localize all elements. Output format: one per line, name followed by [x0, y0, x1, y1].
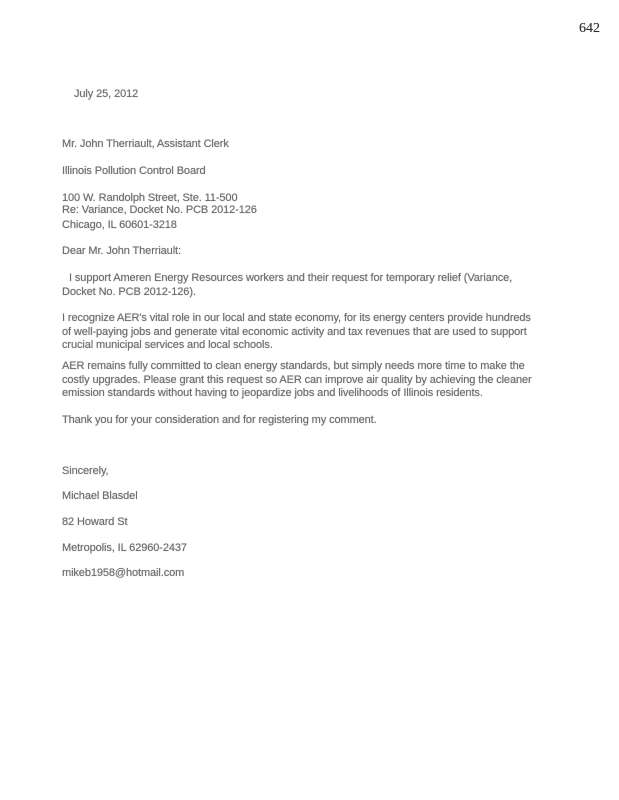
subject-line: Re: Variance, Docket No. PCB 2012-126 [62, 204, 257, 216]
body-paragraph-4: Thank you for your consideration and for registering my comment. [62, 414, 377, 426]
signature-city-zip: Metropolis, IL 62960-2437 [62, 541, 187, 554]
letter-date: July 25, 2012 [74, 88, 139, 100]
salutation: Dear Mr. John Therriault: [62, 245, 181, 257]
recipient-name-line: Mr. John Therriault, Assistant Clerk [62, 137, 229, 150]
closing-word: Sincerely, [62, 464, 109, 477]
page-number: 642 [579, 21, 600, 36]
body-paragraph-3: AER remains fully committed to clean energy standards, but simply needs more time to make the costly upgrades. Please grant this request so AER can improve air quality by achieving the cleaner emission standards without having to jeopardize jobs and livelihoods of Illinois residents. [62, 360, 532, 399]
signature-name: Michael Blasdel [62, 490, 138, 503]
body-paragraph-2: I recognize AER's vital role in our local and state economy, for its energy centers provide hundreds of well-paying jobs and generate vital economic activity and tax revenues that are used to support crucial municipal services and local schools. [62, 312, 531, 351]
signature-email: mikeb1958@hotmail.com [62, 567, 185, 580]
signature-street: 82 Howard St [62, 515, 128, 528]
recipient-city-line: Chicago, IL 60601-3218 [62, 218, 177, 231]
recipient-org-line: Illinois Pollution Control Board [62, 164, 206, 177]
recipient-address-block [62, 124, 237, 246]
body-paragraph-1: I support Ameren Energy Resources workers and their request for temporary relief (Variance, Docket No. PCB 2012-126). [62, 272, 513, 298]
recipient-street-line: 100 W. Randolph Street, Ste. 11-500 [62, 191, 238, 204]
closing-signature-block [62, 452, 187, 593]
